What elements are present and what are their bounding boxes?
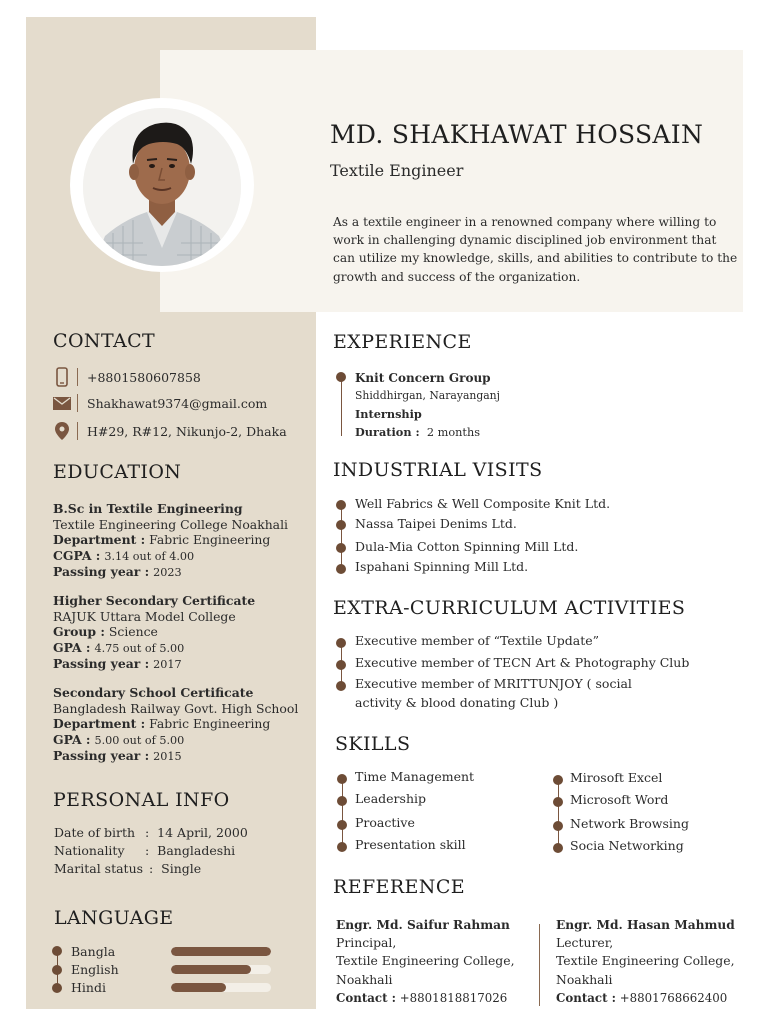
language-level-bar xyxy=(171,947,271,956)
skills-heading: SKILLS xyxy=(335,733,411,755)
language-list xyxy=(52,942,119,997)
reference-designation: Lecturer, xyxy=(556,935,614,951)
contact-address-row xyxy=(52,420,287,442)
language-level-bar xyxy=(171,983,271,992)
activities-heading: EXTRA-CURRICULUM ACTIVITIES xyxy=(333,597,686,619)
education-score-label: GPA : xyxy=(53,731,91,747)
contact-divider xyxy=(77,394,78,412)
personal-info-label: Marital status xyxy=(54,861,144,877)
profile-photo xyxy=(83,108,241,266)
education-year-value: 2017 xyxy=(153,658,182,672)
skill-item: Presentation skill xyxy=(355,837,466,852)
education-field-label: Group : xyxy=(53,624,105,640)
experience-duration-label: Duration : xyxy=(355,425,420,439)
bullet-dot xyxy=(553,821,563,831)
education-score-value: 4.75 out of 5.00 xyxy=(94,641,185,655)
education-year-value: 2015 xyxy=(153,750,182,764)
education-heading: EDUCATION xyxy=(53,461,182,483)
reference-card xyxy=(556,916,735,1007)
personal-info-row xyxy=(54,842,248,860)
experience-entry xyxy=(355,369,500,442)
language-name: Hindi xyxy=(71,980,106,996)
language-level-bar xyxy=(171,965,271,974)
experience-position: Internship xyxy=(355,407,422,421)
contact-email-row xyxy=(52,392,267,414)
reference-place: Noakhali xyxy=(556,971,613,987)
bullet-dot xyxy=(336,564,346,574)
reference-designation: Principal, xyxy=(336,935,397,951)
bullet-dot xyxy=(52,983,62,993)
education-year-label: Passing year : xyxy=(53,564,150,580)
education-institution: RAJUK Uttara Model College xyxy=(53,608,236,624)
contact-email[interactable]: Shakhawat9374@gmail.com xyxy=(87,395,268,411)
language-level-fill xyxy=(171,983,226,992)
job-title: Textile Engineer xyxy=(330,161,464,180)
reference-card xyxy=(336,916,515,1007)
contact-phone-row xyxy=(52,366,201,388)
industrial-visit-item: Well Fabrics & Well Composite Knit Ltd. xyxy=(355,496,611,511)
education-institution: Textile Engineering College Noakhali xyxy=(53,516,288,532)
education-field-value: Fabric Engineering xyxy=(149,532,271,548)
personal-info-row xyxy=(54,860,248,878)
reference-contact-label: Contact : xyxy=(556,990,617,1005)
industrial-visit-item: Dula-Mia Cotton Spinning Mill Ltd. xyxy=(355,539,579,554)
activity-item: Executive member of “Textile Update” xyxy=(355,633,600,648)
visits-timeline-line xyxy=(341,505,342,571)
personal-info-label: Nationality xyxy=(54,843,125,859)
education-field-value: Fabric Engineering xyxy=(149,716,271,732)
skill-item: Proactive xyxy=(355,815,415,830)
contact-divider xyxy=(77,422,78,440)
experience-heading: EXPERIENCE xyxy=(333,331,472,353)
industrial-visits-heading: INDUSTRIAL VISITS xyxy=(333,459,543,481)
experience-duration-value: 2 months xyxy=(426,426,481,439)
language-level-fill xyxy=(171,965,251,974)
personal-info-separator: : xyxy=(149,861,154,877)
reference-heading: REFERENCE xyxy=(333,876,466,898)
bullet-dot xyxy=(336,500,346,510)
bullet-dot xyxy=(52,946,62,956)
bullet-dot xyxy=(553,775,563,785)
reference-contact-value[interactable]: +8801768662400 xyxy=(619,990,728,1005)
education-degree: Secondary School Certificate xyxy=(53,685,254,700)
education-year-label: Passing year : xyxy=(53,656,150,672)
bullet-dot xyxy=(336,520,346,530)
skill-item: Mirosoft Excel xyxy=(570,770,663,785)
experience-timeline-line xyxy=(341,378,342,436)
bullet-dot xyxy=(553,797,563,807)
experience-location: Shiddhirgan, Narayanganj xyxy=(355,389,500,402)
reference-place: Noakhali xyxy=(336,971,393,987)
personal-info-separator: : xyxy=(145,825,150,840)
activity-item: Executive member of TECN Art & Photography Club xyxy=(355,655,690,670)
skill-item: Socia Networking xyxy=(570,838,684,853)
contact-divider xyxy=(77,368,78,386)
reference-name: Engr. Md. Saifur Rahman xyxy=(336,918,510,932)
personal-info-heading: PERSONAL INFO xyxy=(53,789,230,811)
reference-contact-value[interactable]: +8801818817026 xyxy=(399,990,508,1005)
education-score-value: 5.00 out of 5.00 xyxy=(94,733,185,747)
skills-timeline-line xyxy=(342,779,343,847)
contact-phone[interactable]: +8801580607858 xyxy=(87,369,201,385)
education-score-label: CGPA : xyxy=(53,547,101,563)
personal-info-list xyxy=(54,824,248,879)
language-item xyxy=(52,942,119,960)
candidate-name: MD. SHAKHAWAT HOSSAIN xyxy=(330,120,704,149)
language-item xyxy=(52,979,119,997)
mail-icon xyxy=(52,397,72,410)
personal-info-row xyxy=(54,824,248,842)
industrial-visit-item: Nassa Taipei Denims Ltd. xyxy=(355,516,517,531)
skill-item: Microsoft Word xyxy=(570,792,669,807)
language-item xyxy=(52,960,119,978)
education-entry xyxy=(53,501,288,581)
bullet-dot xyxy=(553,843,563,853)
education-year-value: 2023 xyxy=(153,566,182,580)
bullet-dot xyxy=(336,660,346,670)
bullet-dot xyxy=(336,681,346,691)
language-name: English xyxy=(71,962,119,978)
activity-item: Executive member of MRITTUNJOY ( social xyxy=(355,676,632,691)
bullet-dot xyxy=(336,638,346,648)
personal-info-value: Bangladeshi xyxy=(157,843,236,859)
skill-item: Time Management xyxy=(355,769,475,784)
bullet-dot xyxy=(52,965,62,975)
skills-timeline-line xyxy=(558,780,559,848)
personal-info-label: Date of birth xyxy=(54,825,136,840)
experience-company: Knit Concern Group xyxy=(355,371,491,385)
contact-heading: CONTACT xyxy=(53,330,156,352)
education-field-label: Department : xyxy=(53,532,146,548)
phone-icon xyxy=(52,367,72,387)
reference-name: Engr. Md. Hasan Mahmud xyxy=(556,918,735,932)
bullet-dot xyxy=(337,796,347,806)
education-degree: B.Sc in Textile Engineering xyxy=(53,501,243,516)
reference-organization: Textile Engineering College, xyxy=(556,953,735,969)
language-name: Bangla xyxy=(71,943,116,959)
bullet-dot xyxy=(337,774,347,784)
education-degree: Higher Secondary Certificate xyxy=(53,593,256,608)
education-field-label: Department : xyxy=(53,716,146,732)
reference-contact-label: Contact : xyxy=(336,990,397,1005)
bullet-dot xyxy=(336,543,346,553)
reference-divider xyxy=(539,924,540,1006)
personal-info-value: 14 April, 2000 xyxy=(157,825,248,840)
bullet-dot xyxy=(336,372,346,382)
location-pin-icon xyxy=(52,422,72,440)
bullet-dot xyxy=(337,842,347,852)
personal-info-separator: : xyxy=(145,843,150,859)
bullet-dot xyxy=(337,820,347,830)
activity-item-continued: activity & blood donating Club ) xyxy=(355,695,559,710)
education-score-value: 3.14 out of 4.00 xyxy=(104,549,195,563)
reference-organization: Textile Engineering College, xyxy=(336,953,515,969)
contact-address: H#29, R#12, Nikunjo-2, Dhaka xyxy=(87,423,287,439)
education-entry xyxy=(53,593,255,673)
language-level-fill xyxy=(171,947,271,956)
career-objective: As a textile engineer in a renowned company where willing to work in challenging dynamic disciplined job environment that can utilize my knowledge, skills, and abilities to contribute to the growth and success of the organization. xyxy=(333,215,738,284)
education-score-label: GPA : xyxy=(53,639,91,655)
education-year-label: Passing year : xyxy=(53,748,150,764)
personal-info-value: Single xyxy=(161,861,202,877)
skill-item: Network Browsing xyxy=(570,816,689,831)
language-heading: LANGUAGE xyxy=(54,907,174,929)
education-field-value: Science xyxy=(108,624,158,640)
skill-item: Leadership xyxy=(355,791,426,806)
education-entry xyxy=(53,685,298,765)
education-institution: Bangladesh Railway Govt. High School xyxy=(53,700,299,716)
industrial-visit-item: Ispahani Spinning Mill Ltd. xyxy=(355,559,529,574)
